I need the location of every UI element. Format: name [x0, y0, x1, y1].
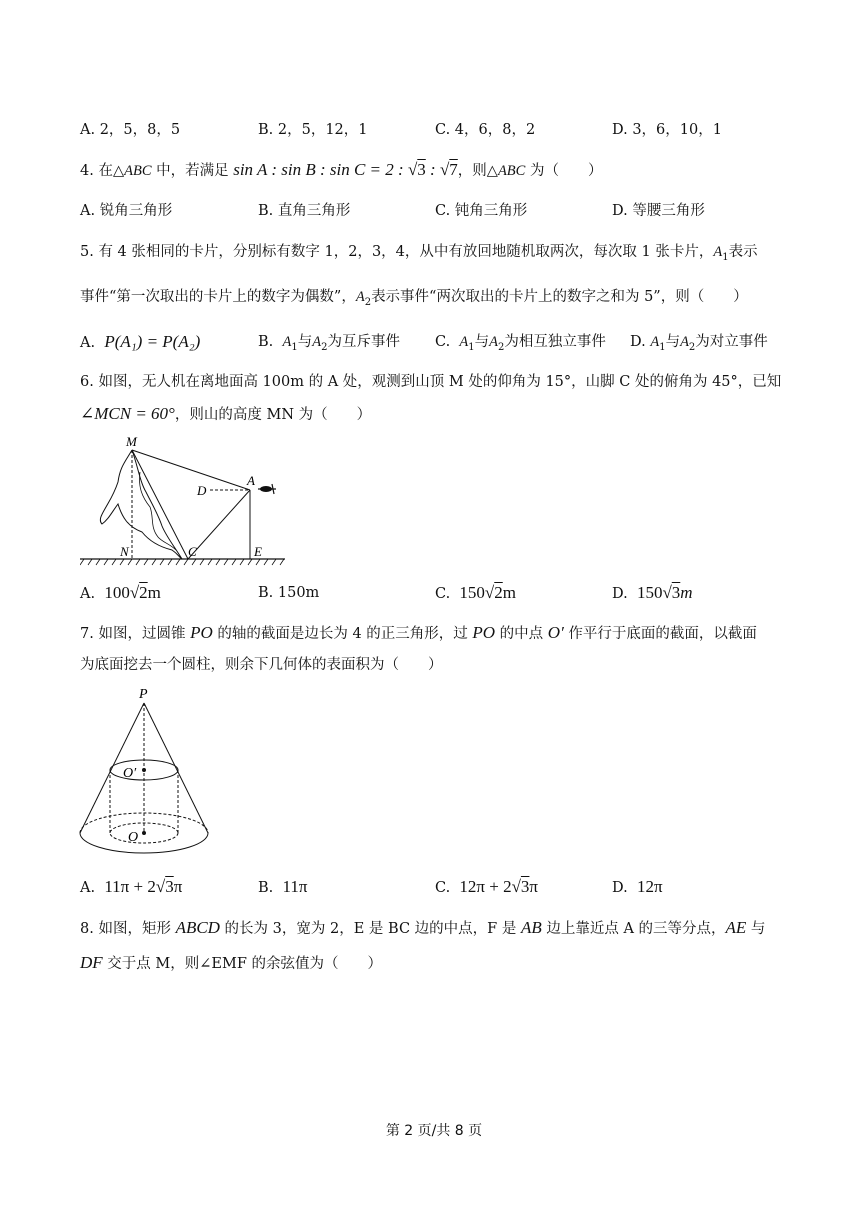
q6-option-a — [80, 583, 161, 604]
q7-c-rad: √3 — [511, 877, 530, 896]
q4-option-b: B. 直角三角形 — [258, 203, 351, 219]
q5-opt-b-a2: A — [312, 334, 322, 350]
mountain-ridge — [139, 472, 176, 550]
q5-opt-b-a1: A — [282, 334, 292, 350]
q8-ae: AE — [725, 918, 747, 937]
q4-end: 为（ ） — [525, 163, 603, 179]
q5-opt-a-label: A. — [80, 335, 96, 351]
q5-opt-d-s2: 2 — [688, 341, 696, 353]
q8-line2 — [80, 953, 382, 974]
mountain-outline — [100, 450, 182, 559]
q7-l1a: 7. 如图，过圆锥 — [80, 626, 191, 642]
q7-c-expr: 12π + 2 — [459, 877, 512, 896]
q5-opt-c-a2: A — [489, 334, 498, 350]
q6-line2 — [80, 404, 371, 425]
q5-a2: A — [355, 289, 365, 305]
label-d: D — [197, 483, 207, 498]
q8-line1 — [80, 918, 765, 939]
label-c: C — [188, 544, 197, 559]
q7-c-tail: π — [529, 877, 539, 896]
q8-line2-text: 交于点 M，则∠EMF 的余弦值为（ ） — [102, 956, 382, 972]
q6-a-prefix: A. — [80, 586, 96, 602]
q5-option-c — [435, 332, 606, 358]
q4-tri2: ABC — [497, 163, 526, 179]
q6-c-prefix: C. — [435, 586, 451, 602]
q4-sqrt3: √3 — [407, 160, 426, 179]
q6-d-num: 150 — [636, 583, 663, 602]
q6-line2-text: ，则山的高度 MN 为（ ） — [174, 407, 372, 423]
q5-line2 — [80, 287, 748, 313]
q7-b-expr: 11π — [282, 877, 308, 896]
label-o: O — [128, 830, 139, 845]
q5-opt-d-yu: 与 — [665, 334, 681, 350]
q7-option-d — [612, 877, 663, 898]
q6-d-rad: √3 — [662, 583, 681, 602]
label-n: N — [120, 544, 129, 559]
q8-l1d: 与 — [746, 921, 766, 937]
q5-opt-d-label: D. — [630, 334, 646, 350]
q5-option-d — [630, 332, 768, 358]
q6-formula: ∠MCN = 60° — [80, 404, 175, 423]
q7-d-expr: 12π — [636, 877, 663, 896]
q5-option-b — [258, 332, 400, 358]
q5-a1: A — [713, 244, 723, 260]
q8-l1c: 边上靠近点 A 的三等分点， — [541, 921, 726, 937]
q8-l1a: 8. 如图，矩形 — [80, 921, 176, 937]
q7-po: PO — [190, 623, 213, 642]
q4-post: ，则△ — [457, 163, 498, 179]
q5-opt-b-s1: 1 — [291, 341, 298, 353]
q5-line1 — [80, 242, 758, 268]
q7-a-expr: 11π + 2 — [104, 877, 156, 896]
q5-line1-end: 表示 — [728, 244, 758, 260]
q6-c-unit: m — [502, 583, 516, 602]
q6-line1: 6. 如图，无人机在离地面高 100m 的 A 处，观测到山顶 M 处的仰角为 15°，山脚 C 处的俯角为 45°，已知 — [80, 374, 782, 390]
q7-a-rad: √3 — [155, 877, 174, 896]
q8-l1b: 的长为 3，宽为 2，E 是 BC 边的中点，F 是 — [219, 921, 521, 937]
q7-l1c: 的中点 — [495, 626, 548, 642]
label-p: P — [139, 687, 148, 702]
q6-a-num: 100 — [104, 583, 130, 602]
q6-c-num: 150 — [459, 583, 485, 602]
q5-opt-c-label: C. — [435, 334, 451, 350]
q8-df: DF — [80, 953, 103, 972]
label-m: M — [126, 434, 137, 449]
q7-d-prefix: D. — [612, 880, 628, 896]
q7-option-b — [258, 877, 307, 898]
q7-option-a — [80, 877, 182, 898]
q4-pre: 4. 在△ — [80, 163, 125, 179]
q5-sub2: 2 — [364, 296, 372, 308]
point-oprime — [142, 768, 146, 772]
q8-ab: AB — [520, 918, 542, 937]
label-oprime: O′ — [123, 766, 137, 781]
q4-option-d: D. 等腰三角形 — [612, 203, 705, 219]
q5-line2a: 事件“第一次取出的卡片上的数字为偶数”， — [80, 289, 356, 305]
label-e: E — [254, 544, 262, 559]
q5-sub1: 1 — [722, 251, 729, 263]
q5-opt-b-yu: 与 — [297, 334, 313, 350]
q5-line1-text: 5. 有 4 张相同的卡片，分别标有数字 1，2，3，4，从中有放回地随机取两次，每次取 1 张卡片， — [80, 244, 714, 260]
q7-c-prefix: C. — [435, 880, 451, 896]
q6-option-d — [612, 583, 693, 604]
q7-line1 — [80, 623, 757, 644]
q5-opt-b-label: B. — [258, 334, 274, 350]
ground-hatch — [80, 559, 284, 565]
q4-mid: 中，若满足 — [151, 163, 234, 179]
q5-line2b: 表示事件“两次取出的卡片上的数字之和为 5”，则（ ） — [371, 289, 748, 305]
q4-colon: : — [425, 160, 440, 179]
q5-option-a — [80, 332, 200, 353]
q7-po2: PO — [472, 623, 496, 642]
q7-a-prefix: A. — [80, 880, 96, 896]
q6-figure — [80, 432, 290, 567]
q5-opt-a-formula: P(A₁) = P(A₂) — [104, 332, 201, 351]
point-o — [142, 831, 146, 835]
q4-option-c: C. 钝角三角形 — [435, 203, 528, 219]
q4-stem — [80, 160, 602, 181]
ca-line — [188, 490, 250, 559]
q5-opt-d-s1: 1 — [659, 341, 666, 353]
q4-tri: ABC — [124, 163, 152, 179]
q3-option-b: B. 2，5，12，1 — [258, 122, 368, 138]
q7-option-c — [435, 877, 538, 898]
q5-opt-d-end: 为对立事件 — [695, 334, 768, 350]
q5-opt-b-s2: 2 — [321, 341, 328, 353]
q6-option-b: B. 150m — [258, 585, 320, 601]
mountain-inner — [132, 450, 182, 559]
q7-oprime: O′ — [547, 623, 564, 642]
q7-l1d: 作平行于底面的截面，以截面 — [563, 626, 757, 642]
q7-a-tail: π — [173, 877, 183, 896]
q3-option-a: A. 2，5，8，5 — [80, 122, 181, 138]
q7-l1b: 的轴的截面是边长为 4 的正三角形，过 — [212, 626, 473, 642]
page-footer: 第 2 页/共 8 页 — [385, 1123, 483, 1139]
q5-opt-d-a2: A — [680, 334, 689, 350]
q5-opt-b-end: 为互斥事件 — [327, 334, 400, 350]
q7-figure — [76, 683, 216, 858]
q6-option-c — [435, 583, 516, 604]
q4-formula: sin A : sin B : sin C = 2 : — [233, 160, 408, 179]
label-a: A — [247, 473, 255, 488]
q5-opt-c-a1: A — [459, 334, 469, 350]
q5-opt-c-s2: 2 — [498, 341, 505, 353]
q6-a-unit: m — [147, 583, 161, 602]
q4-option-a: A. 锐角三角形 — [80, 203, 173, 219]
q3-option-d: D. 3，6，10，1 — [612, 122, 722, 138]
drone-icon — [258, 484, 276, 494]
q6-d-unit: m — [680, 583, 693, 602]
q5-opt-c-s1: 1 — [468, 341, 475, 353]
q6-c-rad: √2 — [484, 583, 503, 602]
q7-b-prefix: B. — [258, 880, 274, 896]
q5-opt-c-yu: 与 — [474, 334, 490, 350]
q6-d-prefix: D. — [612, 586, 628, 602]
q7-line2: 为底面挖去一个圆柱，则余下几何体的表面积为（ ） — [80, 657, 443, 673]
q4-sqrt7: √7 — [439, 160, 458, 179]
q5-opt-d-a1: A — [650, 334, 660, 350]
q8-abcd: ABCD — [175, 918, 220, 937]
q3-option-c: C. 4，6，8，2 — [435, 122, 536, 138]
q6-a-rad: √2 — [129, 583, 148, 602]
q5-opt-c-end: 为相互独立事件 — [504, 334, 606, 350]
